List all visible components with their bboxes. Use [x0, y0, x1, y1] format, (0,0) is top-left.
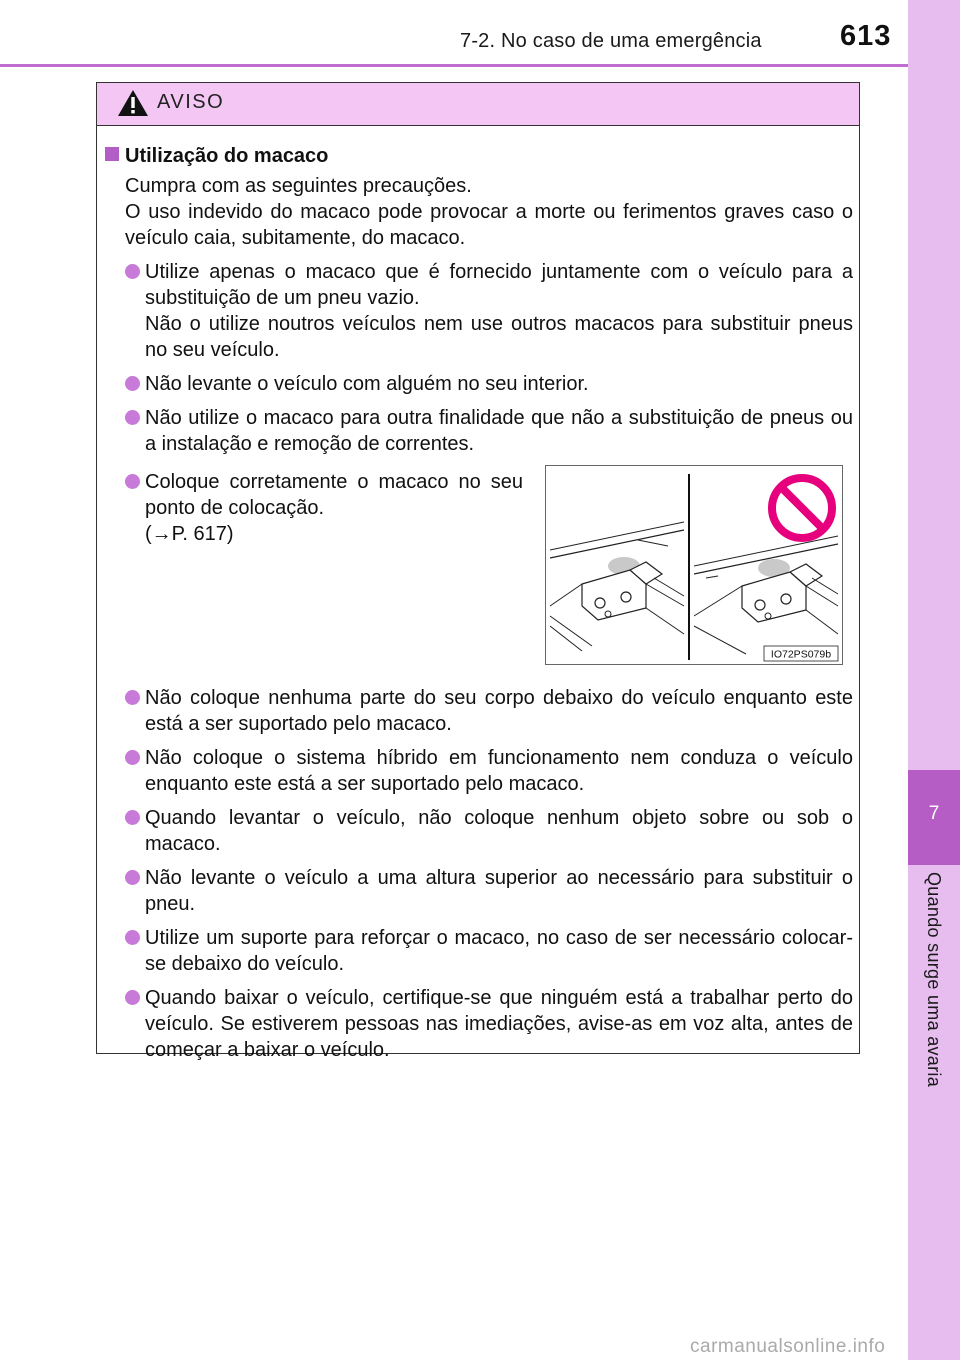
list-item	[105, 985, 853, 1063]
list-item-text: Não o utilize noutros veículos nem use outros macacos para substituir pneus no seu veículo.	[145, 313, 853, 361]
header-divider	[0, 64, 908, 67]
section-heading-text: Utilização do macaco	[125, 145, 329, 167]
list-item-text: Coloque corretamente o macaco no seu ponto de colocação.	[145, 471, 523, 519]
warning-box	[96, 82, 860, 1061]
figure-item-text	[145, 469, 523, 547]
jack-diagram	[546, 466, 842, 664]
round-bullet-icon	[125, 474, 140, 489]
section-title: 7-2. No caso de uma emergência	[460, 30, 762, 52]
list-item-text: Utilize um suporte para reforçar o macaco, no caso de ser necessário colocar-se debaixo do veículo.	[145, 927, 853, 975]
list-item-text: Utilize apenas o macaco que é fornecido juntamente com o veículo para a substituição de um pneu vazio.	[145, 261, 853, 309]
round-bullet-icon	[125, 930, 140, 945]
jack-placement-illustration	[545, 465, 843, 665]
list-item-text: Quando levantar o veículo, não coloque nenhum objeto sobre ou sob o macaco.	[145, 807, 853, 855]
list-item-text: Não levante o veículo com alguém no seu interior.	[145, 373, 589, 395]
round-bullet-icon	[125, 376, 140, 391]
warning-title: AVISO	[157, 91, 225, 113]
round-bullet-icon	[125, 990, 140, 1005]
warning-triangle-icon	[117, 88, 149, 118]
watermark: carmanualsonline.info	[690, 1336, 886, 1357]
list-item-text: Não coloque o sistema híbrido em funcionamento nem conduza o veículo enquanto este está a ser suportado pelo macaco.	[145, 747, 853, 795]
list-item	[105, 405, 853, 457]
square-bullet-icon	[105, 147, 119, 161]
figure-code: IO72PS079b	[770, 648, 832, 661]
section-heading	[105, 143, 853, 169]
warning-header	[97, 83, 859, 126]
list-item	[105, 685, 853, 737]
list-item	[105, 865, 853, 917]
round-bullet-icon	[125, 410, 140, 425]
round-bullet-icon	[125, 810, 140, 825]
side-tab-strip	[908, 0, 960, 1360]
list-item	[105, 371, 853, 397]
list-item	[105, 805, 853, 857]
list-item-with-figure	[105, 465, 853, 677]
list-item	[105, 745, 853, 797]
intro-line: Cumpra com as seguintes precauções.	[125, 175, 472, 197]
page-reference: (→P. 617)	[145, 523, 234, 545]
list-item-text: Não levante o veículo a uma altura superior ao necessário para substituir o pneu.	[145, 867, 853, 915]
side-chapter-number: 7	[928, 803, 940, 824]
list-item-text: Quando baixar o veículo, certifique-se que ninguém está a trabalhar perto do veículo. Se estiverem pessoas nas imediações, avise-as em voz alta, antes de começar a baixar o veículo.	[145, 987, 853, 1061]
round-bullet-icon	[125, 750, 140, 765]
page-number: 613	[840, 20, 892, 52]
list-item	[105, 259, 853, 363]
side-chapter-title: Quando surge uma avaria	[924, 872, 944, 1088]
list-item-text: Não coloque nenhuma parte do seu corpo debaixo do veículo enquanto este está a ser suportado pelo macaco.	[145, 687, 853, 735]
warning-content	[105, 139, 853, 1063]
intro-line: O uso indevido do macaco pode provocar a morte ou ferimentos graves caso o veículo caia, subitamente, do macaco.	[125, 201, 853, 249]
list-item-text: Não utilize o macaco para outra finalidade que não a substituição de pneus ou a instalação e remoção de correntes.	[145, 407, 853, 455]
round-bullet-icon	[125, 264, 140, 279]
list-item	[105, 925, 853, 977]
intro-text	[125, 173, 853, 251]
round-bullet-icon	[125, 870, 140, 885]
prohibited-icon	[772, 478, 832, 538]
round-bullet-icon	[125, 690, 140, 705]
